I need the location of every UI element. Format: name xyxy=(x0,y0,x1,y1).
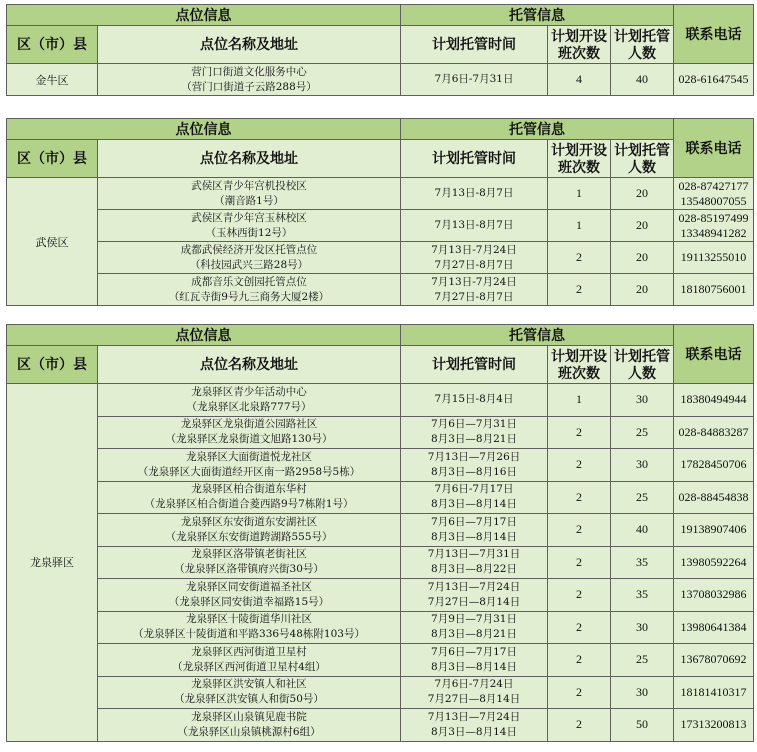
site-address: （龙泉驿区洛带镇府兴街30号） xyxy=(174,563,324,576)
group-header-location: 点位信息 xyxy=(7,5,401,26)
table-row xyxy=(7,676,754,709)
phone-line1: 028-85197499 xyxy=(678,210,749,225)
col-header-classes-line2: 班次数 xyxy=(558,364,600,381)
group-header-hosting: 托管信息 xyxy=(401,5,674,26)
time-range: 7月6日-7月31日 xyxy=(434,73,514,85)
col-header-site: 点位名称及地址 xyxy=(98,140,401,178)
table-row xyxy=(7,644,754,677)
classes-cell: 1 xyxy=(548,210,611,242)
time-range: 8月3日—8月16日 xyxy=(431,465,517,478)
site-cell xyxy=(98,178,401,210)
phone-cell: 028-84883287 xyxy=(674,416,754,449)
people-cell: 35 xyxy=(611,579,674,612)
site-name: 龙泉驿区东安街道东安湖社区 xyxy=(180,515,318,528)
phone-cell: 13980592264 xyxy=(674,546,754,579)
table-gap xyxy=(6,96,753,118)
site-address: （龙泉驿区山泉镇桃源村6组） xyxy=(177,725,321,738)
site-name: 龙泉驿区龙泉街道公园路社区 xyxy=(180,418,318,431)
col-header-people xyxy=(611,346,674,384)
col-header-people-line2: 人数 xyxy=(628,364,656,381)
table-row xyxy=(7,611,754,644)
table-row xyxy=(7,481,754,514)
site-address: （龙泉驿区西河街道卫星村4组） xyxy=(172,660,326,673)
classes-cell: 2 xyxy=(548,449,611,482)
time-cell xyxy=(401,546,548,579)
site-cell xyxy=(98,481,401,514)
time-range: 7月27日-8月7日 xyxy=(434,258,514,271)
phone-cell: 028-61647545 xyxy=(674,64,754,96)
phone-cell: 19138907406 xyxy=(674,514,754,547)
site-name: 武侯区青少年宫机投校区 xyxy=(191,179,307,192)
classes-cell: 1 xyxy=(548,178,611,210)
phone-cell: 17313200813 xyxy=(674,709,754,742)
phone-cell xyxy=(674,178,754,210)
classes-cell: 2 xyxy=(548,416,611,449)
time-range: 8月3日—8月14日 xyxy=(431,725,517,738)
site-name: 龙泉驿区洛带镇老街社区 xyxy=(191,548,307,561)
time-cell xyxy=(401,242,548,274)
table-jinniu xyxy=(6,4,754,96)
people-cell: 25 xyxy=(611,416,674,449)
time-cell xyxy=(401,449,548,482)
table-row xyxy=(7,546,754,579)
time-cell xyxy=(401,416,548,449)
table-row xyxy=(7,709,754,742)
site-cell xyxy=(98,644,401,677)
site-cell xyxy=(98,242,401,274)
time-range: 7月13日—7月31日 xyxy=(427,548,521,561)
schedule-document xyxy=(6,4,753,742)
time-range: 8月3日—8月21日 xyxy=(431,628,517,641)
time-range: 7月27日—8月14日 xyxy=(427,693,521,706)
table-row xyxy=(7,579,754,612)
time-range: 7月27日—8月14日 xyxy=(427,595,521,608)
people-cell: 30 xyxy=(611,384,674,417)
site-cell xyxy=(98,579,401,612)
people-cell: 50 xyxy=(611,709,674,742)
classes-cell: 2 xyxy=(548,242,611,274)
site-address: （潮音路1号） xyxy=(214,194,284,207)
col-header-classes-line1: 计划开设 xyxy=(551,347,607,364)
col-header-classes-line1: 计划开设 xyxy=(551,141,607,158)
site-cell xyxy=(98,514,401,547)
site-name: 武侯区青少年宫玉林校区 xyxy=(191,211,307,224)
phone-cell xyxy=(674,210,754,242)
time-range: 7月6日-7月17日 xyxy=(434,483,514,496)
time-cell xyxy=(401,384,548,417)
classes-cell: 2 xyxy=(548,481,611,514)
time-range: 7月6日—7月17日 xyxy=(431,515,517,528)
people-cell: 20 xyxy=(611,210,674,242)
site-name: 成都武侯经济开发区托管点位 xyxy=(180,243,318,256)
phone-cell: 13980641384 xyxy=(674,611,754,644)
site-cell xyxy=(98,210,401,242)
people-cell: 20 xyxy=(611,178,674,210)
site-name: 龙泉驿区西河街道卫星村 xyxy=(191,645,307,658)
col-header-people-line1: 计划托管 xyxy=(614,141,670,158)
classes-cell: 2 xyxy=(548,709,611,742)
people-cell: 20 xyxy=(611,274,674,306)
time-cell xyxy=(401,274,548,306)
col-header-site: 点位名称及地址 xyxy=(98,346,401,384)
table-body xyxy=(7,384,754,742)
col-header-classes-line1: 计划开设 xyxy=(551,27,607,44)
time-range: 7月15日-8月4日 xyxy=(434,393,514,406)
time-range: 7月13日-7月24日 xyxy=(431,243,517,256)
time-range: 8月3日—8月14日 xyxy=(431,498,517,511)
col-header-time: 计划托管时间 xyxy=(401,140,548,178)
site-address: （龙泉驿区柏合街道合菱西路9号7栋附1号） xyxy=(144,498,354,511)
time-range: 7月6日-7月24日 xyxy=(434,678,514,691)
time-range: 7月13日—7月26日 xyxy=(427,450,521,463)
classes-cell: 2 xyxy=(548,274,611,306)
time-cell xyxy=(401,178,548,210)
time-range: 8月3日—8月22日 xyxy=(431,563,517,576)
site-cell xyxy=(98,416,401,449)
col-header-classes-line2: 班次数 xyxy=(558,158,600,175)
site-cell xyxy=(98,546,401,579)
site-cell xyxy=(98,274,401,306)
col-header-district: 区（市）县 xyxy=(7,140,98,178)
time-range: 8月3日—8月14日 xyxy=(431,530,517,543)
time-range: 8月3日—8月14日 xyxy=(431,660,517,673)
col-header-people-line2: 人数 xyxy=(628,44,656,61)
site-address: （龙泉驿区东安街道跨湖路555号） xyxy=(165,530,333,543)
time-range: 7月6日—7月31日 xyxy=(431,418,517,431)
site-name: 成都音乐文创园托管点位 xyxy=(191,275,307,288)
site-name: 龙泉驿区同安街道福圣社区 xyxy=(186,580,312,593)
group-header-hosting: 托管信息 xyxy=(401,119,674,140)
time-range: 7月13日-7月24日 xyxy=(431,275,517,288)
col-header-classes xyxy=(548,346,611,384)
people-cell: 25 xyxy=(611,644,674,677)
site-address: （龙泉驿区同安街道幸福路15号） xyxy=(168,595,330,608)
classes-cell: 1 xyxy=(548,384,611,417)
col-header-classes-line2: 班次数 xyxy=(558,44,600,61)
district-cell: 龙泉驿区 xyxy=(7,384,98,742)
table-longquanyi xyxy=(6,324,754,742)
time-cell xyxy=(401,644,548,677)
classes-cell: 2 xyxy=(548,546,611,579)
classes-cell: 2 xyxy=(548,579,611,612)
col-header-classes xyxy=(548,26,611,64)
district-cell: 武侯区 xyxy=(7,178,98,306)
site-name: 龙泉驿区柏合街道东华村 xyxy=(191,483,307,496)
site-address: （龙泉驿区洪安镇人和街50号） xyxy=(174,693,324,706)
people-cell: 30 xyxy=(611,611,674,644)
col-header-district: 区（市）县 xyxy=(7,346,98,384)
site-name: 龙泉驿区青少年活动中心 xyxy=(191,385,307,398)
people-cell: 40 xyxy=(611,514,674,547)
time-cell xyxy=(401,709,548,742)
site-address: （龙泉驿区十陵街道和平路336号48栋附103号） xyxy=(133,628,365,641)
table-row xyxy=(7,416,754,449)
site-cell xyxy=(98,709,401,742)
col-header-phone: 联系电话 xyxy=(674,325,754,384)
col-header-district: 区（市）县 xyxy=(7,26,98,64)
site-address: （红瓦寺街9号九三商务大厦2楼） xyxy=(168,290,330,303)
district-cell: 金牛区 xyxy=(7,64,98,96)
time-cell xyxy=(401,210,548,242)
people-cell: 30 xyxy=(611,676,674,709)
col-header-people-line1: 计划托管 xyxy=(614,27,670,44)
site-name: 龙泉驿区山泉镇见鹿书院 xyxy=(191,710,307,723)
time-range: 7月13日—7月24日 xyxy=(427,580,521,593)
phone-cell: 18380494944 xyxy=(674,384,754,417)
site-address: （龙泉驿区大面街道经开区南一路2958号5栋） xyxy=(137,465,361,478)
col-header-time: 计划托管时间 xyxy=(401,346,548,384)
site-cell xyxy=(98,611,401,644)
phone-cell: 18180756001 xyxy=(674,274,754,306)
site-address: （玉林西街12号） xyxy=(205,226,293,239)
phone-cell: 028-88454838 xyxy=(674,481,754,514)
col-header-people-line2: 人数 xyxy=(628,158,656,175)
phone-line1: 028-87427177 xyxy=(678,178,749,193)
people-cell: 35 xyxy=(611,546,674,579)
time-cell xyxy=(401,64,548,96)
site-name: 龙泉驿区大面街道悦龙社区 xyxy=(186,450,312,463)
phone-line2: 13348941282 xyxy=(680,225,747,240)
col-header-phone: 联系电话 xyxy=(674,119,754,178)
classes-cell: 2 xyxy=(548,676,611,709)
site-name: 龙泉驿区十陵街道华川社区 xyxy=(186,613,312,626)
site-cell xyxy=(98,64,401,96)
time-range: 7月13日-8月7日 xyxy=(434,219,514,231)
classes-cell: 4 xyxy=(548,64,611,96)
col-header-people xyxy=(611,140,674,178)
col-header-people xyxy=(611,26,674,64)
site-cell xyxy=(98,676,401,709)
table-row xyxy=(7,514,754,547)
time-cell xyxy=(401,514,548,547)
classes-cell: 2 xyxy=(548,644,611,677)
time-cell xyxy=(401,579,548,612)
col-header-site: 点位名称及地址 xyxy=(98,26,401,64)
site-address: （营门口街道子云路288号） xyxy=(181,80,317,93)
group-header-location: 点位信息 xyxy=(7,325,401,346)
col-header-classes xyxy=(548,140,611,178)
time-range: 7月13日-8月7日 xyxy=(434,187,514,199)
phone-line2: 13548007055 xyxy=(680,193,747,208)
site-cell xyxy=(98,384,401,417)
time-range: 7月9日—7月31日 xyxy=(431,613,517,626)
site-name: 龙泉驿区洪安镇人和社区 xyxy=(191,678,307,691)
time-cell xyxy=(401,676,548,709)
phone-cell: 18181410317 xyxy=(674,676,754,709)
time-cell xyxy=(401,481,548,514)
people-cell: 40 xyxy=(611,64,674,96)
col-header-people-line1: 计划托管 xyxy=(614,347,670,364)
table-row xyxy=(7,449,754,482)
people-cell: 30 xyxy=(611,449,674,482)
time-range: 7月27日-8月7日 xyxy=(434,290,514,303)
site-address: （龙泉驿区龙泉街道文旭路130号） xyxy=(165,433,333,446)
table-gap xyxy=(6,306,753,324)
phone-cell: 13678070692 xyxy=(674,644,754,677)
time-range: 7月13日—7月24日 xyxy=(427,710,521,723)
group-header-location: 点位信息 xyxy=(7,119,401,140)
site-address: （龙泉驿区北泉路777号） xyxy=(186,400,312,413)
table-row xyxy=(7,384,754,417)
site-name: 营门口街道文化服务中心 xyxy=(191,65,307,78)
site-cell xyxy=(98,449,401,482)
table-wuhou xyxy=(6,118,754,306)
people-cell: 20 xyxy=(611,242,674,274)
col-header-phone: 联系电话 xyxy=(674,5,754,64)
time-range: 7月6日—7月17日 xyxy=(431,645,517,658)
classes-cell: 2 xyxy=(548,514,611,547)
time-range: 8月3日—8月21日 xyxy=(431,433,517,446)
time-cell xyxy=(401,611,548,644)
phone-cell: 13708032986 xyxy=(674,579,754,612)
group-header-hosting: 托管信息 xyxy=(401,325,674,346)
phone-cell: 17828450706 xyxy=(674,449,754,482)
site-address: （科技园武兴三路28号） xyxy=(189,258,309,271)
phone-cell: 19113255010 xyxy=(674,242,754,274)
classes-cell: 2 xyxy=(548,611,611,644)
col-header-time: 计划托管时间 xyxy=(401,26,548,64)
people-cell: 25 xyxy=(611,481,674,514)
